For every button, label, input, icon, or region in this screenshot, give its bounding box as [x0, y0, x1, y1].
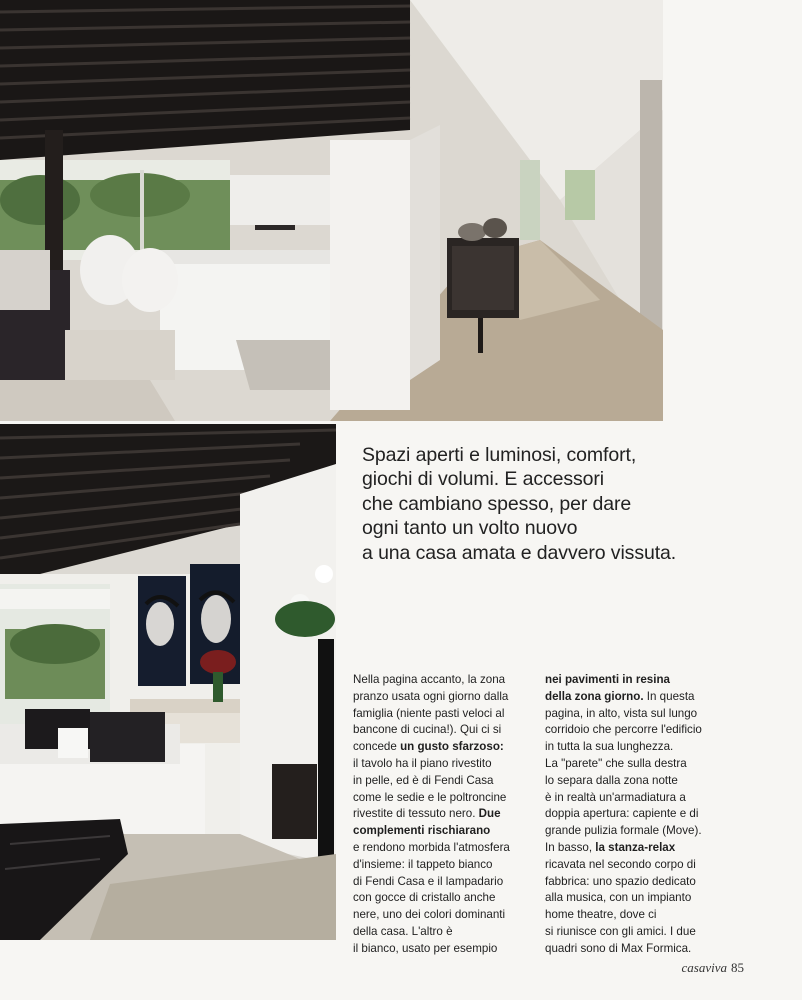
- body-line-text: Nella pagina accanto, la zona: [353, 673, 506, 686]
- body-line-text: concede: [353, 740, 401, 754]
- body-line: [545, 890, 725, 907]
- body-line-text: e rendono morbida l'atmosfera: [353, 840, 510, 854]
- body-line: [545, 706, 725, 723]
- body-line-text: della casa. L'altro è: [353, 924, 453, 938]
- body-line: [545, 874, 725, 891]
- body-line: [353, 907, 521, 924]
- body-line-text: La "parete" che sulla destra: [545, 756, 687, 770]
- body-line: [545, 773, 725, 790]
- body-line-text: In questa: [643, 689, 695, 703]
- body-line: [545, 689, 725, 706]
- body-line-bold: la stanza-relax: [595, 840, 676, 854]
- body-line-text: in pelle, ed è di Fendi Casa: [353, 773, 494, 787]
- body-line: [353, 706, 521, 723]
- body-line: [545, 857, 725, 874]
- body-line-text: nere, uno dei colori dominanti: [353, 908, 506, 922]
- lead-line: a una casa amata e davvero vissuta.: [362, 541, 677, 564]
- body-line-text: rivestite di tessuto nero.: [353, 807, 479, 821]
- body-line: [545, 941, 725, 958]
- body-line: [545, 756, 725, 773]
- body-line-text: il tavolo ha il piano rivestito: [353, 756, 492, 770]
- page-folio: [682, 960, 744, 976]
- body-line-text: doppia apertura: capiente e di: [545, 807, 699, 821]
- body-line-text: pranzo usata ogni giorno dalla: [353, 689, 509, 703]
- lead-text: [362, 443, 782, 565]
- body-line-bold: nei pavimenti in resina: [545, 673, 670, 686]
- body-line-text: ricavata nel secondo corpo di: [545, 857, 696, 871]
- body-line-text: è in realtà un'armadiatura a: [545, 790, 686, 804]
- magazine-name: casaviva: [681, 960, 727, 975]
- body-line-bold: della zona giorno.: [545, 689, 644, 703]
- body-line-text: pagina, in alto, vista sul lungo: [545, 706, 698, 720]
- lead-line: giochi di volumi. E accessori: [362, 468, 605, 491]
- body-line: [353, 924, 521, 941]
- body-line: [353, 790, 521, 807]
- body-line-text: d'insieme: il tappeto bianco: [353, 857, 493, 871]
- body-line: [353, 722, 521, 739]
- body-line-text: si riunisce con gli amici. I due: [545, 924, 696, 938]
- photo-relax-room: [0, 424, 336, 940]
- body-line: [545, 907, 725, 924]
- body-line-bold: un gusto sfarzoso:: [400, 740, 504, 754]
- body-line: [545, 739, 725, 756]
- body-line-text: in tutta la sua lunghezza.: [545, 740, 674, 754]
- body-line: [353, 689, 521, 706]
- body-line-text: corridoio che percorre l'edificio: [545, 723, 702, 737]
- body-line-text: bancone di cucina!). Qui ci si: [353, 723, 502, 737]
- body-line-bold: complementi rischiarano: [353, 824, 491, 838]
- body-line-text: home theatre, dove ci: [545, 908, 657, 922]
- body-line-text: di Fendi Casa e il lampadario: [353, 874, 504, 888]
- body-line: [545, 672, 725, 689]
- body-line-text: famiglia (niente pasti veloci al: [353, 706, 505, 720]
- body-line-text: il bianco, usato per esempio: [353, 941, 498, 955]
- body-line: [353, 756, 521, 773]
- body-line: [545, 806, 725, 823]
- photo-kitchen-corridor: [0, 0, 663, 421]
- body-line-text: alla musica, con un impianto: [545, 891, 692, 905]
- body-line: [353, 890, 521, 907]
- lead-line: Spazi aperti e luminosi, comfort,: [362, 444, 637, 466]
- body-line: [353, 857, 521, 874]
- body-line: [353, 773, 521, 790]
- body-line: [353, 840, 521, 857]
- lead-line: ogni tanto un volto nuovo: [362, 517, 578, 540]
- body-line: [353, 874, 521, 891]
- body-line: [545, 924, 725, 941]
- body-column-left: [353, 672, 521, 958]
- body-line-text: lo separa dalla zona notte: [545, 773, 678, 787]
- body-line-text: con gocce di cristallo anche: [353, 891, 496, 905]
- body-line-text: fabbrica: uno spazio dedicato: [545, 874, 696, 888]
- body-line: [353, 672, 521, 689]
- body-line-text: grande pulizia formale (Move).: [545, 824, 702, 838]
- body-line-text: come le sedie e le poltroncine: [353, 790, 507, 804]
- body-line: [545, 823, 725, 840]
- body-line: [353, 739, 521, 756]
- page-number: 85: [731, 960, 744, 975]
- lead-line: che cambiano spesso, per dare: [362, 492, 632, 515]
- body-line: [545, 722, 725, 739]
- body-line: [353, 941, 521, 958]
- body-line: [545, 790, 725, 807]
- body-line: [545, 840, 725, 857]
- body-line-bold: Due: [478, 807, 501, 821]
- body-line: [353, 806, 521, 823]
- body-line-text: quadri sono di Max Formica.: [545, 941, 692, 955]
- body-line: [353, 823, 521, 840]
- body-line-text: In basso,: [545, 840, 596, 854]
- body-column-right: [545, 672, 725, 958]
